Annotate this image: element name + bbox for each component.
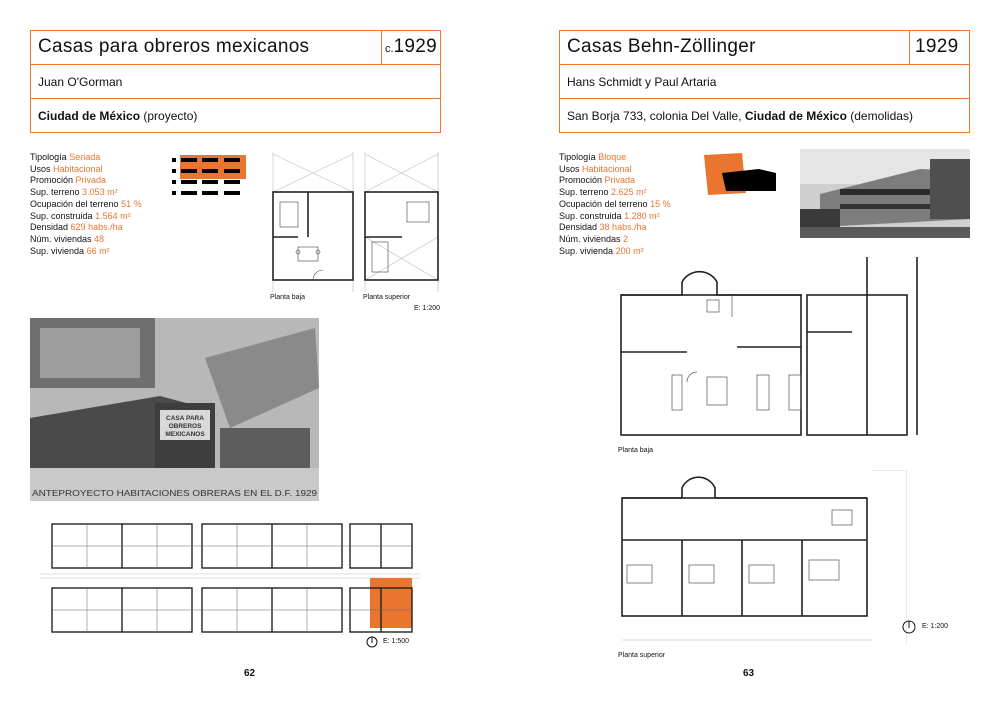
right-stat-row: Promoción Privada (559, 175, 636, 186)
left-stat-row: Ocupación del terreno 51 % (30, 198, 142, 209)
right-stat-row: Tipología Bloque (559, 152, 627, 162)
left-scale-compass-icon (366, 636, 378, 648)
right-stat-row: Sup. vivienda 200 m² (559, 245, 644, 256)
left-stat-row: Sup. terreno 3.053 m² (30, 187, 118, 198)
left-upper-plan-caption: Planta superior (363, 294, 411, 301)
right-location (567, 109, 913, 123)
photo-sketch (800, 149, 970, 238)
left-stat-row: Tipología Seriada (30, 152, 101, 162)
right-scale: E: 1:200 (922, 623, 949, 630)
left-ground-floor-plan (268, 152, 358, 292)
right-stat-row: Usos Habitacional (559, 163, 632, 174)
right-stat-row: Ocupación del terreno 15 % (559, 198, 671, 209)
right-header-divider-2 (559, 98, 970, 99)
right-stat-row: Sup. terreno 2.625 m² (559, 187, 647, 198)
right-page-title: Casas Behn-Zöllinger (567, 36, 756, 57)
right-upper-plan-caption: Planta superior (618, 652, 666, 659)
typology-seriada-icon (172, 155, 247, 200)
left-site-scale: E: 1:500 (383, 638, 410, 645)
left-stats-list (30, 152, 142, 257)
left-site-plan (40, 518, 420, 633)
right-stat-row: Núm. viviendas 2 (559, 233, 629, 244)
right-upper-floor-plan (617, 470, 907, 645)
left-year (385, 36, 437, 58)
right-ground-plan-caption: Planta baja (618, 447, 654, 454)
left-plans-scale: E: 1:200 (414, 305, 441, 312)
right-stats-list (559, 152, 671, 257)
right-location-note: (demolidas) (846, 109, 913, 123)
right-location-address: San Borja 733, colonia Del Valle, (567, 109, 745, 123)
right-page-number: 63 (743, 668, 755, 679)
left-stat-row: Promoción Privada (30, 175, 107, 186)
drawing-sketch (30, 318, 319, 501)
left-header-divider-2 (30, 98, 441, 99)
svg-text:ANTEPROYECTO HABITACIONES OBRE: ANTEPROYECTO HABITACIONES OBRERAS EN EL D.F. 1929 (32, 488, 318, 498)
left-location-note: (proyecto) (140, 109, 198, 123)
left-year-divider (381, 30, 382, 65)
left-year-prefix: c. (385, 43, 394, 55)
left-page-number: 62 (244, 668, 256, 679)
right-ground-floor-plan (617, 257, 922, 442)
svg-text:CASA PARAOBREROSMEXICANOS: CASA PARA OBREROS MEXICANOS (165, 415, 205, 438)
right-stat-row: Densidad 38 habs./ha (559, 222, 647, 233)
left-architect: Juan O'Gorman (38, 75, 123, 89)
left-year-value: 1929 (393, 36, 438, 57)
left-location (38, 109, 197, 123)
left-location-city: Ciudad de México (38, 109, 141, 123)
left-stat-row: Núm. viviendas 48 (30, 233, 105, 244)
left-upper-floor-plan (362, 152, 442, 292)
left-perspective-drawing (30, 318, 319, 501)
left-stat-row: Usos Habitacional (30, 163, 103, 174)
left-header-divider-1 (30, 64, 441, 65)
left-ground-plan-caption: Planta baja (270, 294, 306, 301)
right-scale-compass-icon (902, 620, 916, 634)
right-architect: Hans Schmidt y Paul Artaria (567, 75, 717, 89)
left-stat-row: Densidad 629 habs./ha (30, 222, 123, 233)
right-location-city: Ciudad de México (744, 109, 847, 123)
right-building-photo (800, 149, 970, 238)
right-year: 1929 (915, 36, 959, 57)
left-page-title: Casas para obreros mexicanos (38, 36, 310, 57)
typology-bloque-icon (704, 153, 779, 198)
right-year-divider (909, 30, 910, 65)
left-stat-row: Sup. vivienda 66 m² (30, 245, 110, 256)
left-stat-row: Sup. construida 1.564 m² (30, 210, 131, 221)
right-stat-row: Sup. construida 1.280 m² (559, 210, 660, 221)
